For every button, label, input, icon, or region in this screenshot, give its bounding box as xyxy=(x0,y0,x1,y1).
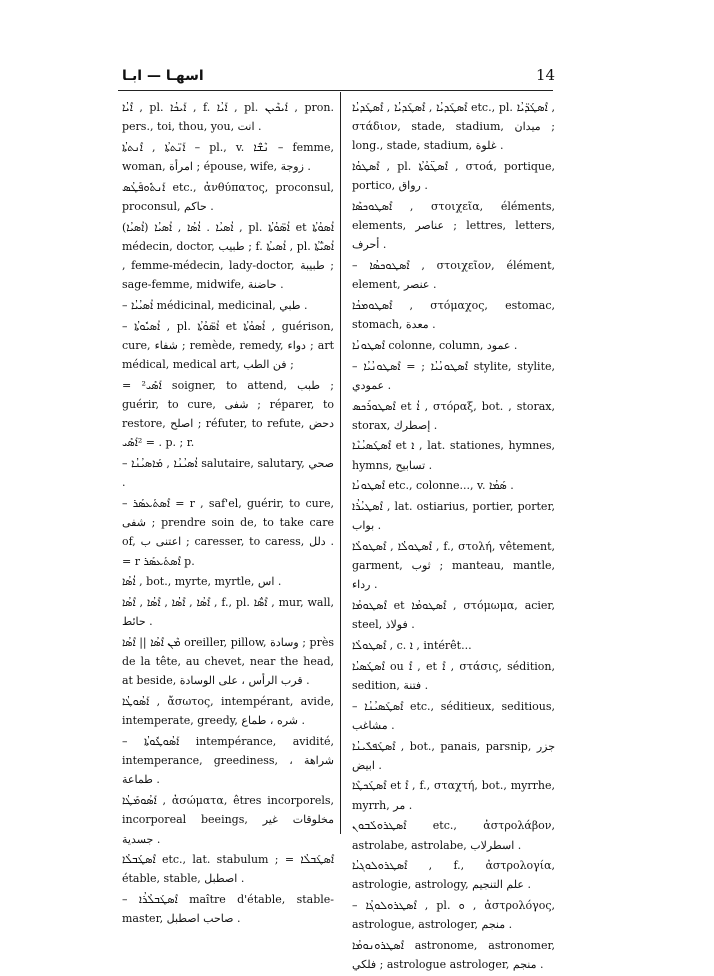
dictionary-entry: – ܐܶܣܬܰܥܣܰܪ = r , saf'el, guérir, to cure, شفى ; prendre soin de, to take care of, اعتنى ب ; caresser, to caress, دلل . = r ܐܶܣܬܰܥܣܰܪ p. xyxy=(122,497,335,568)
dictionary-entry: – ܐܰܣܳܘܛܽܘܬܳܐ intempérance, avidité, intemperance, greediness, شراهة ، طماعة . xyxy=(122,735,334,787)
dictionary-entry: ܐܶܣܛܘܢܳܐ etc., colonne..., v. ܣܰܡܳܐ . xyxy=(352,479,514,493)
column-divider xyxy=(340,92,341,834)
dictionary-entry: ܐܰܢ̈ܬܬܳܐ , ܐܶܢܬܬܳܐ – pl., v. ܢܶܫ̈ܶܐ – femme, woman, امرأة ; épouse, wife, زوجة . xyxy=(122,140,334,174)
dictionary-entry: ܐܶܝܳܐ , pl. ܐܰܝܟܳܐ , f. ܐܰܝܳܐ , pl. ܐܰܝܟܶܝܢ , pron. pers., toi, thou, you, انت . xyxy=(122,101,334,134)
dictionary-entry: ܐܶܣܛܰܟܛܶܐ et ܐܶ , f., σταχτή, bot., myrrhe, myrrh, مر . xyxy=(352,779,555,812)
dictionary-entry: ܐܶܣܛܘܡܳܐ et ܐܶܣܛܘܡܳܐ , στόμωμα, acier, steel, فولاذ . xyxy=(352,599,555,632)
dictionary-entry: ܐܶܣܛܪܘܢܘܡܳܐ astronome, astronomer, فلكي ; astrologue astrologer, منجم . xyxy=(352,939,555,972)
left-column xyxy=(122,98,334,930)
dictionary-entry: – ܐܶܣܛܰܒܠܳܪܳܐ maître d'étable, stable-master, صاحب اصطبل . xyxy=(122,893,334,926)
dictionary-entry: ܐܶܣܛܝܳܪܳܐ , lat. ostiarius, portier, porter, بواب . xyxy=(352,500,555,533)
dictionary-entry: ܐܶܣܛܘܢܳܐ colonne, column, عمود . xyxy=(352,338,518,352)
dictionary-entry: ܐܶܣܛܰܒܠܳܐ etc., lat. stabulum ; = ܐܶܣܛܰܒܠܳܐ étable, stable, اصطبل . xyxy=(122,853,334,886)
dictionary-entry: = ²ܐܰܣܺܝ soigner, to attend, طبب ; guérir, to cure, شفى ; réparer, to restore, اصلح ; réfuter, to refute, دحض . = ²ܐܰܣܺܝ p. ; r. xyxy=(122,378,335,450)
dictionary-entry: ܐܶܣܛܘܠܳܐ , c. ܐ , intérêt... xyxy=(352,638,472,652)
dictionary-entry: – ܐܳܣܝܽܘܬܳܐ , pl. ܐܳܣ̈ܘܳܬܳܐ et ܐܳܣܘܳܬܳܐ , guérison, cure, شفاء ; remède, remedy, دواء ; art médical, medical art, فن الطب ; xyxy=(122,319,334,372)
dictionary-entry: ܐܰܢܬܽܘܦܰܛܳܣ etc., ἀνθύπατος, proconsul, proconsul, حاكم . xyxy=(122,180,334,214)
dictionary-entry: (ܐܳܣܝܳܐ) ܐܳܣܝܳܐ . ܐܳܣܳܐ , ܐܳܣܝܳܐ , pl. ܐܳܣ̈ܘܳܬܳܐ et ܐܳܣܘܳܬܳܐ médecin, doctor, طبيب ; f. ܐܳܣܝܬܳܐ , pl. ܐܳܣܝ̈ܳܬܳܐ , femme-médecin, lady-doctor, طبيبة ; sage-femme, midwife, حاضنة . xyxy=(122,220,334,292)
dictionary-entry: ܐܶܣܛܰܦܠܺܝܢܳܐ , bot., panais, parsnip, جزر ابيض . xyxy=(352,739,555,772)
dictionary-entry: ܡܶܢ ܐܶܣܳܐ || ܐܶܣܳܐ oreiller, pillow, وسادة ; près de la tête, au chevet, near the head, at beside, قرب الرأس ، على الوسادة . xyxy=(122,635,334,688)
dictionary-entry: ܐܶܣܛܘܟܣܶܐ , στοιχεῖα, éléments, elements, عناصر ; lettres, letters, أحرف . xyxy=(352,200,555,252)
dictionary-entry: ܐܶܣܛܘܡܟܳܐ , στόμαχος, estomac, stomach, معدة . xyxy=(352,299,555,332)
dictionary-entry: ܐܰܣܳܘܛܳܐ , ἄσωτος, intempérant, avide, intemperate, greedy, شره ، طماع . xyxy=(122,695,334,728)
dictionary-entry: ܐܶܣܛܘܠܳܐ , ܐܶܣܛܘܠܳܐ , f., στολή, vêtement, garment, ثوب ; manteau, mantle, رداء . xyxy=(352,539,556,592)
dictionary-entry: – ܐܶܣܛܘܢܳܝܳܐ ; = ܐܶܣܛܘܢܳܝܳܐ stylite, stylite, عمودي . xyxy=(352,359,556,392)
dictionary-entry: – ܐܶܣܛܘܟܣܳܐ , στοιχεῖον, élément, element, عنصر . xyxy=(352,259,555,292)
dictionary-entry: – ܐܳܣܝܳܢܳܐ , ܡܰܐܣܝܳܢܳܐ salutaire, salutary, صحي . xyxy=(122,457,334,490)
right-column xyxy=(352,98,555,976)
dictionary-entry: – ܐܶܣܛܰܣܝܳܢܳܐ etc., séditieux, seditious, مشاغب . xyxy=(352,699,555,732)
dictionary-entry: ܐܶܣܛܪܘܠܘܓܝܳܐ , f., ἀστρολογία, astrologie, astrology, علم التنجيم . xyxy=(352,859,555,892)
dictionary-entry: ܐܳܣܳܐ , bot., myrte, myrtle, اس . xyxy=(122,575,282,589)
dictionary-entry: ܐܶܣܛܰܕܝܳܐ , ܐܶܣܛܰܕܝܳܐ , ܐܶܣܛܰܕܝܳܐ etc., pl. ܐܶܣܛܰܕ̈ܝܳܐ , στάδιον, stade, stadium, ميدان ; long., stade, stadium, غلوة . xyxy=(352,101,555,153)
dictionary-entry: – ܐܶܣܛܪܘܠܘܓܳܐ , pl. ܘ , ἀστρολόγος, astrologue, astrologer, منجم . xyxy=(352,899,555,932)
dictionary-entry: ܐܶܣܛܘܳܐ , pl. ܐܶܣܛ̈ܘܳܬܳܐ , στοά, portique, portico, رواق . xyxy=(352,160,555,193)
header-rule xyxy=(118,90,553,91)
dictionary-entry: ܐܶܣܳܐ , ܐܶܣܳܐ , ܐܶܣܳܐ , ܐܶܣܳܐ , f., pl. ܐܶܣ̈ܳܐ , mur, wall, حائط . xyxy=(122,596,334,629)
dictionary-entry: ܐܶܣܛܰܣܝܳܢܶܐ et ܐ , lat. stationes, hymnes, hymns, تسابيح . xyxy=(352,439,555,472)
page-number: 14 xyxy=(536,66,556,84)
dictionary-entry: ܐܶܣܛܰܣܝܳܐ ou ܐܶ , et ܐܶ , στάσις, sédition, sedition, فتنة . xyxy=(352,659,555,692)
dictionary-entry: ܐܶܣܛܘܪܰܟܣ et ܐܳ , στόραξ, bot. , storax, storax, إصطرك . xyxy=(352,399,555,432)
dictionary-entry: – ܐܳܣܝܳܝܳܐ médicinal, medicinal, طبي . xyxy=(122,299,308,313)
dictionary-entry: ܐܶܣܛܪܘܠܰܒܘܢ etc., ἀστρολάβον, astrolabe, astrolabe, اسطرلاب . xyxy=(352,819,555,852)
running-head: اسهـا — ابـا xyxy=(122,68,204,84)
dictionary-entry: ܐܰܣܳܘܡܰܛܳܐ , ἀσώματα, êtres incorporels, incorporeal beeings, مخلوقات غير جسدية . xyxy=(122,794,334,846)
